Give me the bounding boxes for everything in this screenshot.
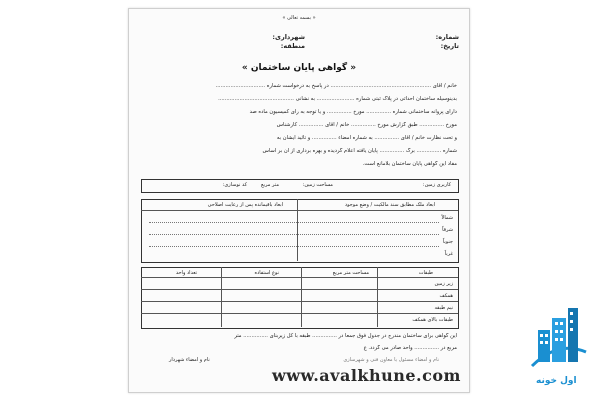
deputy-signature-label: نام و امضاء مسئول یا معاون فنی و شهرسازی	[343, 357, 439, 363]
form-line-5: و تحت نظارت خانم / آقای ............... به شماره امضاء ............... و تائید ایشان به	[276, 135, 457, 141]
floors-header-floors: طبقات	[418, 270, 433, 276]
dims-row-east: شرقاً	[442, 227, 453, 233]
watermark-url: www.avalkhune.com	[272, 366, 461, 385]
building-logo-icon	[526, 300, 590, 374]
floors-header-usage: نوع استفاده	[254, 270, 279, 276]
form-line-1: خانم / آقای ............................................................. در پاسخ به درخواست شماره ..............................	[215, 83, 457, 89]
land-info-box	[141, 179, 459, 193]
dims-col-right-header: ابعاد ملک مطابق سند مالکیت / وضع موجود	[344, 202, 435, 208]
dims-col-left-header: ابعاد باقیمانده پس از رعایت اصلاحی	[207, 202, 283, 208]
dims-row-north: شمالاً	[441, 215, 453, 221]
certificate-form	[128, 8, 470, 393]
date-label: تاریخ:	[440, 42, 459, 50]
form-title: « گواهی پایان ساختمان »	[241, 63, 357, 73]
floors-row-upper: طبقات بالای همکف	[412, 317, 453, 323]
floors-header-area: مساحت متر مربع	[332, 270, 369, 276]
municipality-label: شهرداری:	[272, 33, 305, 41]
land-area-unit: متر مربع	[260, 182, 279, 188]
number-label: شماره:	[435, 33, 459, 41]
floors-row-ground: همکف	[439, 293, 453, 299]
land-use-label: کاربری زمین:	[422, 182, 451, 188]
floors-row-basement: زیر زمین	[434, 281, 453, 287]
site-logo	[526, 300, 590, 374]
footer-line-2: مربع در ............... واحد صادر می گردد. ع	[363, 345, 457, 351]
renewal-code-label: کد نوسازی:	[222, 182, 247, 188]
dims-row-west: غرباً	[444, 251, 453, 257]
form-line-3: دارای پروانه ساختمانی شماره ............... مورخ ............... و یا توجه به رای کمیسیون ماده صد	[249, 109, 457, 115]
form-line-6: شماره ............... برگ ............... پایان یافته اعلام گردیده و بهره برداری از آن بر اساس	[262, 148, 457, 154]
form-line-2: بدینوسیله ساختمان احداثی در پلاک ثبتی شماره ....................... به نشانی ..............................................	[218, 96, 457, 102]
floors-row-mezzanine: نیم طبقه	[434, 305, 453, 311]
floors-header-units: تعداد واحد	[175, 270, 197, 276]
region-label: منطقه:	[280, 42, 305, 50]
dims-row-south: جنوباً	[442, 239, 453, 245]
dimensions-table	[141, 199, 459, 263]
bismillah-header: « بسمه تعالی »	[282, 15, 316, 21]
form-line-4: مورخ ............... طبق گزارش مورخ ............... خانم / آقای ............... کارشناس	[276, 122, 457, 128]
footer-line-1: این گواهی برای ساختمان مندرج در جدول فوق جمعاً در ............... طبقه با کل زیربنای ............... متر	[234, 333, 457, 339]
form-line-7: مفاد این گواهی پایان ساختمان بلامانع است.	[362, 161, 457, 167]
mayor-signature-label: نام و امضاء شهردار	[169, 357, 210, 363]
logo-text: اول خونه	[536, 376, 577, 386]
land-area-label: مساحت زمین:	[302, 182, 333, 188]
